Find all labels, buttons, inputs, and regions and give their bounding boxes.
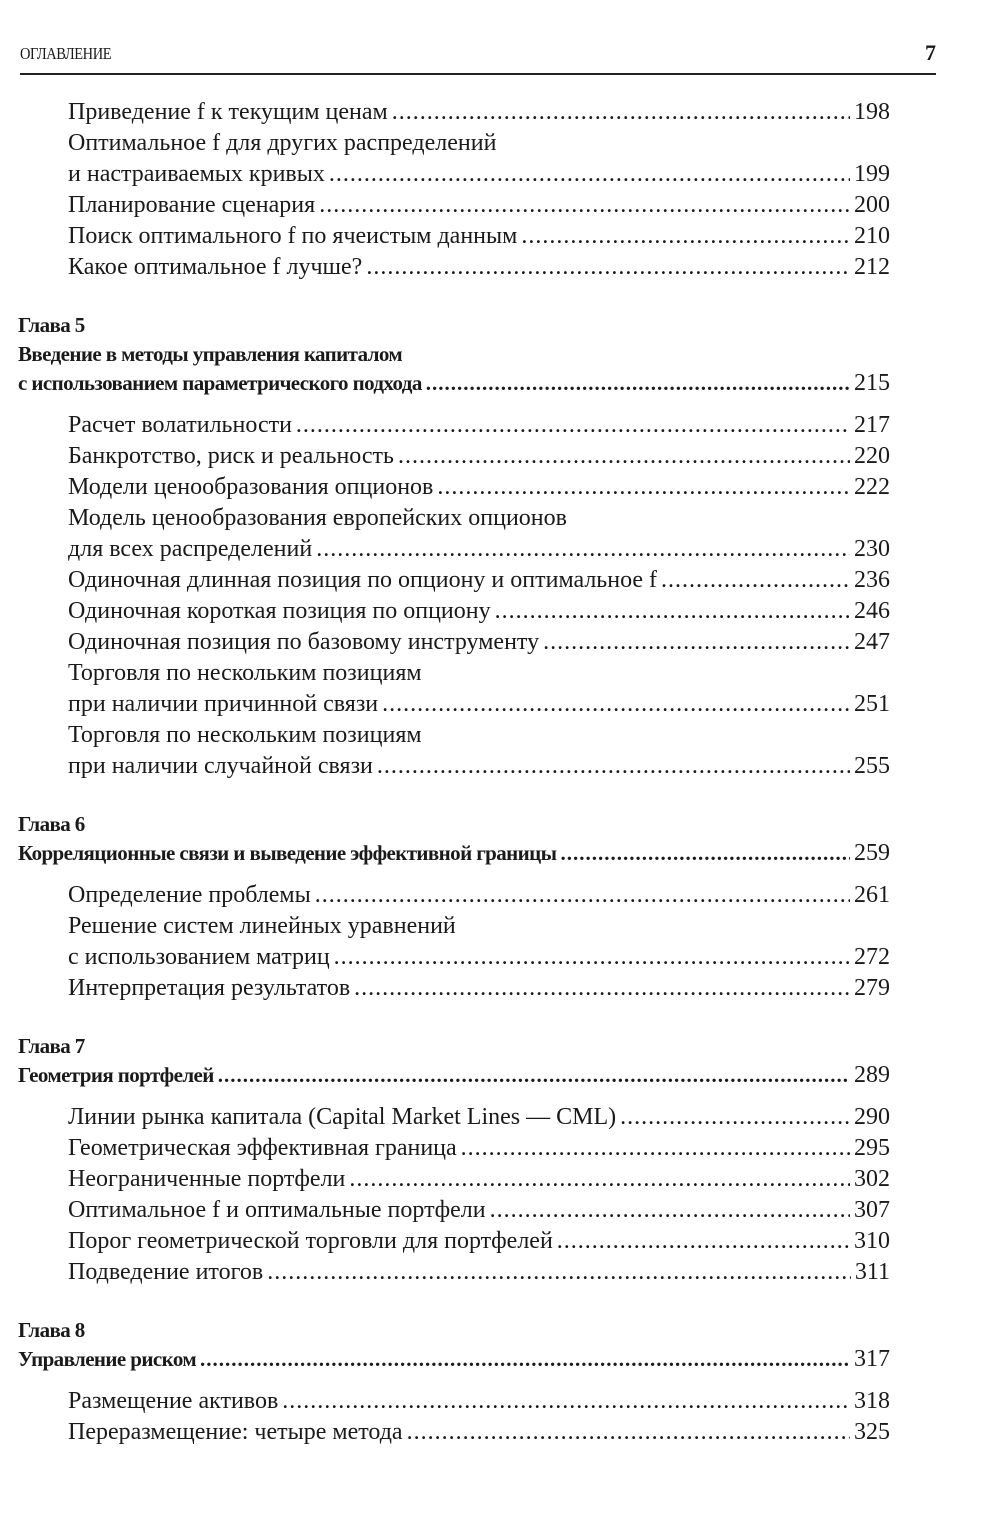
- toc-line: [18, 627, 890, 658]
- chapter-number: Глава 5: [18, 313, 85, 337]
- dot-leader: [557, 1226, 850, 1257]
- toc-line: [18, 1417, 890, 1448]
- toc-line: [18, 565, 890, 596]
- entry-page-number: 247: [854, 629, 890, 655]
- toc-entry: [18, 911, 890, 973]
- running-header-title: ОГЛАВЛЕНИЕ: [20, 44, 112, 63]
- toc-line: [18, 340, 890, 369]
- entry-label: Банкротство, риск и реальность: [68, 443, 394, 469]
- entry-label: Поиск оптимального f по ячеистым данным: [68, 223, 518, 249]
- dot-leader: [521, 221, 850, 252]
- toc-line: [18, 1226, 890, 1257]
- dot-leader: [495, 596, 850, 627]
- dot-leader: [329, 159, 850, 190]
- toc-entry: [18, 1386, 890, 1417]
- toc-line: [18, 880, 890, 911]
- entry-page-number: 251: [854, 691, 890, 717]
- toc-entry: [18, 720, 890, 782]
- entry-page-number: 261: [854, 882, 890, 908]
- dot-leader: [316, 534, 850, 565]
- entry-label: Введение в методы управления капиталом: [18, 342, 403, 366]
- chapter-label: [18, 311, 890, 340]
- entry-page-number: 220: [854, 443, 890, 469]
- section-continuation: [18, 97, 890, 283]
- entry-label: Размещение активов: [68, 1388, 279, 1414]
- entry-page-number: 317: [854, 1346, 890, 1372]
- toc-line: [18, 911, 890, 942]
- entry-label: и настраиваемых кривых: [68, 161, 325, 187]
- dot-leader: [426, 369, 850, 398]
- entry-page-number: 212: [854, 254, 890, 280]
- entry-page-number: 199: [854, 161, 890, 187]
- entry-label: Подведение итогов: [68, 1259, 264, 1285]
- entry-label: Решение систем линейных уравнений: [68, 913, 456, 939]
- entry-list: [18, 880, 890, 1004]
- entry-list: [18, 1386, 890, 1448]
- entry-label: Интерпретация результатов: [68, 975, 351, 1001]
- toc-entry: [18, 1226, 890, 1257]
- toc-line: [18, 534, 890, 565]
- toc-entry: [18, 190, 890, 221]
- entry-list: [18, 1102, 890, 1288]
- entry-label: Управление риском: [18, 1347, 197, 1371]
- dot-leader: [315, 880, 850, 911]
- toc-entry: [18, 1417, 890, 1448]
- running-header: [20, 40, 936, 75]
- entry-label: Какое оптимальное f лучше?: [68, 254, 363, 280]
- toc-line: [18, 190, 890, 221]
- chapter-section: [18, 810, 890, 1004]
- dot-leader: [366, 252, 850, 283]
- entry-page-number: 310: [854, 1228, 890, 1254]
- toc-line: [18, 942, 890, 973]
- entry-label: Приведение f к текущим ценам: [68, 99, 388, 125]
- toc-line: [18, 472, 890, 503]
- toc-line: [18, 1195, 890, 1226]
- toc-line: [18, 839, 890, 868]
- entry-page-number: 279: [854, 975, 890, 1001]
- chapter-number: Глава 6: [18, 812, 85, 836]
- chapter-section: [18, 1316, 890, 1448]
- entry-page-number: 215: [854, 370, 890, 396]
- chapter-section: [18, 311, 890, 782]
- entry-page-number: 289: [854, 1062, 890, 1088]
- toc-line: [18, 410, 890, 441]
- toc-line: [18, 689, 890, 720]
- entry-label: Геометрическая эффективная граница: [68, 1135, 457, 1161]
- entry-page-number: 246: [854, 598, 890, 624]
- entry-page-number: 255: [854, 753, 890, 779]
- entry-page-number: 318: [854, 1388, 890, 1414]
- entry-label: Модель ценообразования европейских опционов: [68, 505, 567, 531]
- dot-leader: [437, 472, 850, 503]
- entry-page-number: 217: [854, 412, 890, 438]
- toc-entry: [18, 565, 890, 596]
- toc-entry: [18, 627, 890, 658]
- dot-leader: [543, 627, 850, 658]
- toc-line: [18, 1257, 890, 1288]
- chapter-label: [18, 810, 890, 839]
- entry-label: с использованием матриц: [68, 944, 330, 970]
- dot-leader: [392, 97, 850, 128]
- entry-label: Торговля по нескольким позициям: [68, 660, 422, 686]
- toc-entry: [18, 221, 890, 252]
- toc-entry: [18, 1133, 890, 1164]
- entry-page-number: 230: [854, 536, 890, 562]
- entry-page-number: 302: [854, 1166, 890, 1192]
- toc-line: [18, 1386, 890, 1417]
- dot-leader: [200, 1345, 850, 1374]
- entry-label: Расчет волатильности: [68, 412, 292, 438]
- toc-line: [18, 221, 890, 252]
- dot-leader: [349, 1164, 850, 1195]
- dot-leader: [218, 1061, 850, 1090]
- toc-line: [18, 1133, 890, 1164]
- dot-leader: [282, 1386, 850, 1417]
- dot-leader: [560, 839, 850, 868]
- toc-line: [18, 369, 890, 398]
- toc-line: [18, 1102, 890, 1133]
- toc-line: [18, 441, 890, 472]
- dot-leader: [661, 565, 850, 596]
- entry-label: Одиночная позиция по базовому инструменту: [68, 629, 540, 655]
- entry-page-number: 290: [854, 1104, 890, 1130]
- toc-entry: [18, 252, 890, 283]
- toc-entry: [18, 128, 890, 190]
- dot-leader: [398, 441, 850, 472]
- toc-entry: [18, 472, 890, 503]
- toc-line: [18, 720, 890, 751]
- dot-leader: [382, 689, 850, 720]
- toc-entry: [18, 880, 890, 911]
- entry-page-number: 295: [854, 1135, 890, 1161]
- chapter-number: Глава 8: [18, 1318, 85, 1342]
- entry-list: [18, 97, 890, 283]
- toc-line: [18, 252, 890, 283]
- entry-page-number: 259: [854, 840, 890, 866]
- entry-label: Определение проблемы: [68, 882, 311, 908]
- entry-page-number: 222: [854, 474, 890, 500]
- dot-leader: [407, 1417, 850, 1448]
- entry-label: Переразмещение: четыре метода: [68, 1419, 403, 1445]
- entry-list: [18, 410, 890, 782]
- toc-entry: [18, 1164, 890, 1195]
- dot-leader: [296, 410, 850, 441]
- toc-line: [18, 973, 890, 1004]
- entry-label: для всех распределений: [68, 536, 313, 562]
- toc-entry: [18, 973, 890, 1004]
- entry-label: Модели ценообразования опционов: [68, 474, 434, 500]
- entry-label: Порог геометрической торговли для портфелей: [68, 1228, 553, 1254]
- toc-line: [18, 128, 890, 159]
- entry-label: Торговля по нескольким позициям: [68, 722, 422, 748]
- chapter-label: [18, 1032, 890, 1061]
- entry-page-number: 307: [854, 1197, 890, 1223]
- dot-leader: [267, 1257, 851, 1288]
- entry-label: Оптимальное f для других распределений: [68, 130, 497, 156]
- toc-entry: [18, 1195, 890, 1226]
- toc-line: [18, 658, 890, 689]
- entry-page-number: 311: [854, 1259, 890, 1285]
- dot-leader: [377, 751, 850, 782]
- entry-page-number: 198: [854, 99, 890, 125]
- toc-entry: [18, 1257, 890, 1288]
- table-of-contents: [18, 97, 890, 1448]
- dot-leader: [334, 942, 850, 973]
- dot-leader: [461, 1133, 850, 1164]
- entry-label: Неограниченные портфели: [68, 1166, 346, 1192]
- entry-label: Линии рынка капитала (Capital Market Lines — CML): [68, 1104, 617, 1130]
- dot-leader: [490, 1195, 850, 1226]
- dot-leader: [620, 1102, 850, 1133]
- chapter-section: [18, 1032, 890, 1288]
- entry-page-number: 272: [854, 944, 890, 970]
- entry-label: Геометрия портфелей: [18, 1063, 214, 1087]
- dot-leader: [354, 973, 850, 1004]
- entry-label: Одиночная длинная позиция по опциону и оптимальное f: [68, 567, 658, 593]
- toc-entry: [18, 441, 890, 472]
- entry-label: при наличии причинной связи: [68, 691, 379, 717]
- chapter-label: [18, 1316, 890, 1345]
- toc-line: [18, 97, 890, 128]
- entry-label: Одиночная короткая позиция по опциону: [68, 598, 491, 624]
- toc-line: [18, 596, 890, 627]
- entry-page-number: 200: [854, 192, 890, 218]
- toc-line: [18, 503, 890, 534]
- toc-entry: [18, 503, 890, 565]
- toc-line: [18, 1061, 890, 1090]
- toc-entry: [18, 1102, 890, 1133]
- toc-line: [18, 1345, 890, 1374]
- toc-entry: [18, 97, 890, 128]
- toc-line: [18, 1164, 890, 1195]
- entry-label: с использованием параметрического подхода: [18, 371, 422, 395]
- dot-leader: [319, 190, 850, 221]
- toc-line: [18, 159, 890, 190]
- entry-page-number: 236: [854, 567, 890, 593]
- entry-page-number: 210: [854, 223, 890, 249]
- entry-label: Планирование сценария: [68, 192, 316, 218]
- toc-entry: [18, 410, 890, 441]
- entry-label: при наличии случайной связи: [68, 753, 373, 779]
- toc-entry: [18, 658, 890, 720]
- entry-label: Оптимальное f и оптимальные портфели: [68, 1197, 486, 1223]
- entry-page-number: 325: [854, 1419, 890, 1445]
- entry-label: Корреляционные связи и выведение эффективной границы: [18, 841, 557, 865]
- toc-line: [18, 751, 890, 782]
- page-number: 7: [925, 40, 936, 65]
- toc-entry: [18, 596, 890, 627]
- chapter-number: Глава 7: [18, 1034, 85, 1058]
